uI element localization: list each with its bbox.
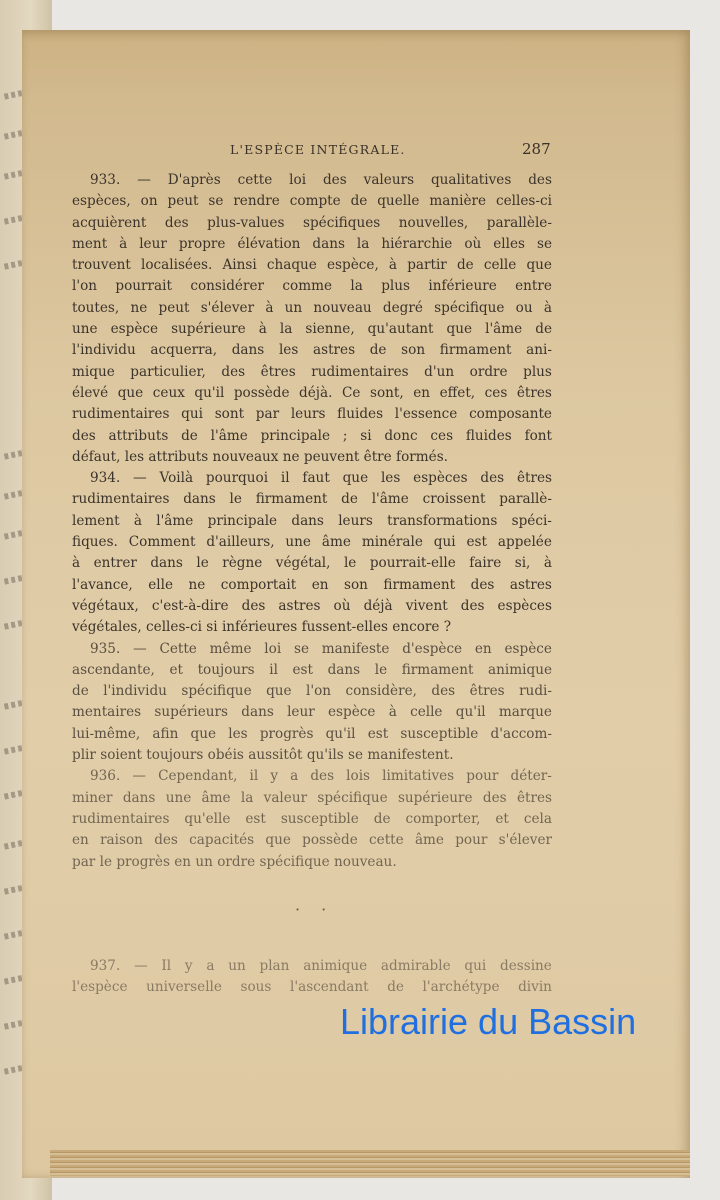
text-line: végétales, celles-ci si inférieures fussent-elles encore ? <box>72 619 452 636</box>
text-line: ment à leur propre élévation dans la hiérarchie où elles se <box>72 235 552 252</box>
text-line: lement à l'âme principale dans leurs transformations spéci- <box>72 512 552 529</box>
text-line: l'avance, elle ne comportait en son firmament des astres <box>72 576 552 593</box>
text-line: l'individu acquerra, dans les astres de son firmament ani- <box>72 342 552 359</box>
text-line: fiques. Comment d'ailleurs, une âme minérale qui est appelée <box>72 534 552 551</box>
text-line: 936. — Cependant, il y a des lois limitatives pour déter- <box>90 768 552 785</box>
text-line: l'on pourrait considérer comme la plus inférieure entre <box>72 278 552 295</box>
text-line: 933. — D'après cette loi des valeurs qualitatives des <box>90 172 552 188</box>
text-line: acquièrent des plus-values spécifiques nouvelles, parallèle- <box>72 214 552 231</box>
text-line: rudimentaires dans le firmament de l'âme croissent parallè- <box>72 491 552 508</box>
text-line: défaut, les attributs nouveaux ne peuvent être formés. <box>72 448 448 465</box>
text-line: rudimentaires qu'elle est susceptible de comporter, et cela <box>72 810 552 827</box>
text-line: de l'individu spécifique que l'on considère, des êtres rudi- <box>72 683 552 700</box>
text-line: par le progrès en un ordre spécifique nouveau. <box>72 853 397 870</box>
page-stack-edge <box>50 1150 690 1176</box>
page-number: 287 <box>522 140 551 158</box>
text-line: en raison des capacités que possède cette âme pour s'élever <box>72 832 552 849</box>
text-line: ascendante, et toujours il est dans le firmament animique <box>72 661 552 678</box>
text-line: mentaires supérieurs dans leur espèce à celle qu'il marque <box>72 704 552 721</box>
text-line: plir soient toujours obéis aussitôt qu'ils se manifestent. <box>72 747 454 764</box>
body-text <box>72 170 552 873</box>
text-line: l'espèce universelle sous l'ascendant de l'archétype divin <box>72 979 552 996</box>
text-line: élevé que ceux qu'il possède déjà. Ce sont, en effet, ces êtres <box>72 384 552 401</box>
text-line: 934. — Voilà pourquoi il faut que les espèces des êtres <box>90 470 552 487</box>
section-separator: · · <box>295 900 335 919</box>
text-line: espèces, on peut se rendre compte de quelle manière celles-ci <box>72 193 552 210</box>
text-line: végétaux, c'est-à-dire des astres où déjà vivent des espèces <box>72 597 552 614</box>
text-line: des attributs de l'âme principale ; si donc ces fluides font <box>72 427 552 444</box>
text-line: toutes, ne peut s'élever à un nouveau degré spécifique ou à <box>72 299 552 316</box>
text-line: rudimentaires qui sont par leurs fluides l'essence composante <box>72 406 552 423</box>
text-line: 937. — Il y a un plan animique admirable qui dessine <box>90 958 552 974</box>
watermark: Librairie du Bassin <box>340 1001 637 1042</box>
text-line: miner dans une âme la valeur spécifique supérieure des êtres <box>72 789 552 806</box>
text-line: 935. — Cette même loi se manifeste d'espèce en espèce <box>90 640 552 657</box>
text-line: à entrer dans le règne végétal, le pourrait-elle faire si, à <box>72 555 552 572</box>
text-line: lui-même, afin que les progrès qu'il est susceptible d'accom- <box>72 725 552 742</box>
text-line: mique particulier, des êtres rudimentaires d'un ordre plus <box>72 363 552 380</box>
next-section-text <box>72 956 552 999</box>
running-head: L'ESPÈCE INTÉGRALE. <box>230 142 406 157</box>
text-line: trouvent localisées. Ainsi chaque espèce, à partir de celle que <box>72 257 552 274</box>
text-line: une espèce supérieure à la sienne, qu'autant que l'âme de <box>72 321 552 338</box>
